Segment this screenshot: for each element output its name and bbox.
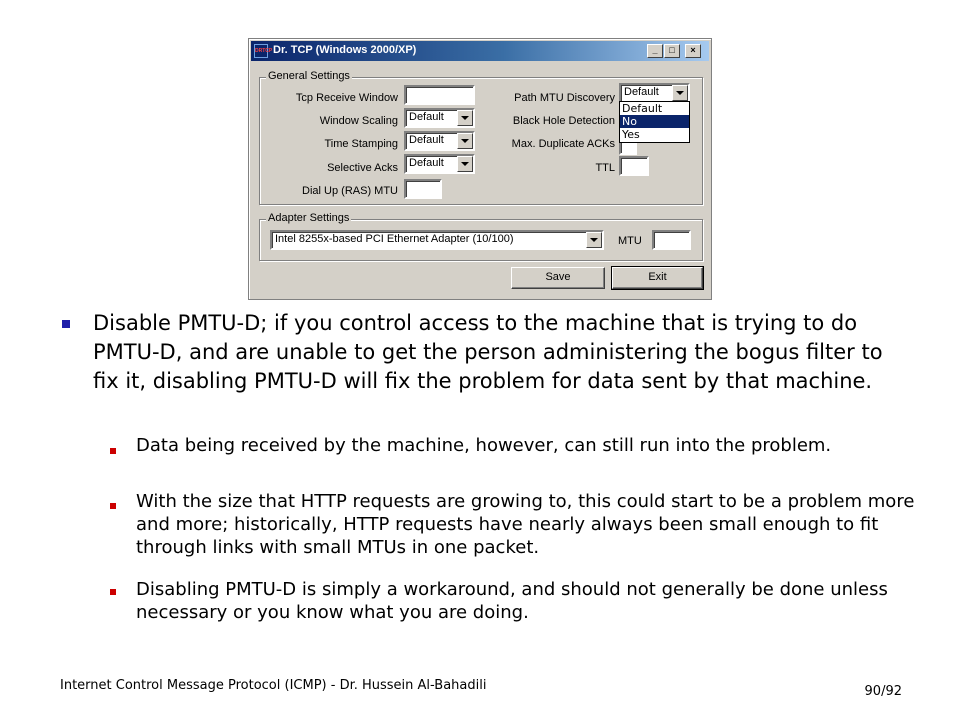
path-mtu-discovery-dropdown-list bbox=[619, 101, 690, 143]
drtcp-app-icon: DRTCP bbox=[254, 44, 268, 58]
adapter-value: Intel 8255x-based PCI Ethernet Adapter (10/100) bbox=[275, 233, 514, 245]
tcp-receive-window-input[interactable] bbox=[404, 85, 475, 105]
minimize-button[interactable]: _ bbox=[647, 44, 663, 58]
selective-acks-dropdown-button[interactable] bbox=[457, 156, 473, 172]
path-mtu-discovery-value: Default bbox=[624, 86, 659, 98]
time-stamping-dropdown-button[interactable] bbox=[457, 133, 473, 149]
sub-bullet-text: Disabling PMTU-D is simply a workaround, and should not generally be done unless necessary or you know what you are doing. bbox=[136, 579, 888, 623]
window-scaling-value: Default bbox=[409, 111, 444, 123]
path-mtu-discovery-select[interactable] bbox=[619, 83, 690, 103]
time-stamping-label: Time Stamping bbox=[324, 138, 398, 150]
path-mtu-discovery-label: Path MTU Discovery bbox=[514, 92, 615, 104]
time-stamping-value: Default bbox=[409, 134, 444, 146]
ttl-label: TTL bbox=[595, 162, 615, 174]
chevron-down-icon bbox=[461, 139, 469, 143]
close-button[interactable]: × bbox=[685, 44, 701, 58]
slide-footer: Internet Control Message Protocol (ICMP) - Dr. Hussein Al-Bahadili bbox=[60, 678, 487, 693]
sub-bullet-marker bbox=[110, 448, 116, 454]
path-mtu-discovery-dropdown-button[interactable] bbox=[672, 85, 688, 101]
main-bullet-marker bbox=[62, 320, 70, 328]
general-settings-legend: General Settings bbox=[268, 70, 350, 82]
page-number: 90/92 bbox=[864, 684, 902, 699]
sub-bullet-marker bbox=[110, 589, 116, 595]
mtu-input[interactable] bbox=[652, 230, 691, 250]
adapter-select[interactable] bbox=[270, 230, 604, 250]
chevron-down-icon bbox=[590, 238, 598, 242]
dialog-title: Dr. TCP (Windows 2000/XP) bbox=[273, 44, 417, 56]
black-hole-detection-label: Black Hole Detection bbox=[512, 115, 615, 127]
adapter-settings-legend: Adapter Settings bbox=[268, 212, 350, 224]
tcp-receive-window-label: Tcp Receive Window bbox=[295, 92, 398, 104]
dial-up-mtu-label: Dial Up (RAS) MTU bbox=[302, 185, 398, 197]
window-scaling-dropdown-button[interactable] bbox=[457, 110, 473, 126]
ttl-input[interactable] bbox=[619, 156, 649, 176]
sub-bullet-text: With the size that HTTP requests are growing to, this could start to be a problem more and more; historically, HTTP requests have nearly always been small enough to fit through links with small MTUs in one packet. bbox=[136, 491, 915, 558]
window-scaling-select[interactable] bbox=[404, 108, 475, 128]
exit-button[interactable]: Exit bbox=[612, 267, 703, 289]
chevron-down-icon bbox=[461, 116, 469, 120]
maximize-button[interactable]: □ bbox=[664, 44, 680, 58]
sub-bullet-marker bbox=[110, 503, 116, 509]
time-stamping-select[interactable] bbox=[404, 131, 475, 151]
chevron-down-icon bbox=[676, 91, 684, 95]
chevron-down-icon bbox=[461, 162, 469, 166]
adapter-dropdown-button[interactable] bbox=[586, 232, 602, 248]
dropdown-option-yes[interactable]: Yes bbox=[622, 128, 640, 141]
max-duplicate-acks-label: Max. Duplicate ACKs bbox=[511, 138, 615, 150]
drtcp-dialog bbox=[248, 38, 712, 300]
save-button[interactable]: Save bbox=[511, 267, 605, 289]
dropdown-option-default[interactable]: Default bbox=[622, 102, 663, 115]
sub-bullet-text: Data being received by the machine, however, can still run into the problem. bbox=[136, 435, 832, 456]
dial-up-mtu-input[interactable] bbox=[404, 179, 442, 199]
main-bullet-text: Disable PMTU-D; if you control access to the machine that is trying to do PMTU-D, and are unable to get the person administering the bogus filter to fix it, disabling PMTU-D will fix the problem for data sent by that machine. bbox=[93, 311, 883, 393]
selective-acks-value: Default bbox=[409, 157, 444, 169]
selective-acks-label: Selective Acks bbox=[327, 162, 398, 174]
dialog-titlebar[interactable] bbox=[251, 41, 709, 61]
dropdown-option-no[interactable]: No bbox=[620, 115, 689, 128]
mtu-label: MTU bbox=[618, 235, 642, 247]
window-scaling-label: Window Scaling bbox=[319, 115, 398, 127]
selective-acks-select[interactable] bbox=[404, 154, 475, 174]
